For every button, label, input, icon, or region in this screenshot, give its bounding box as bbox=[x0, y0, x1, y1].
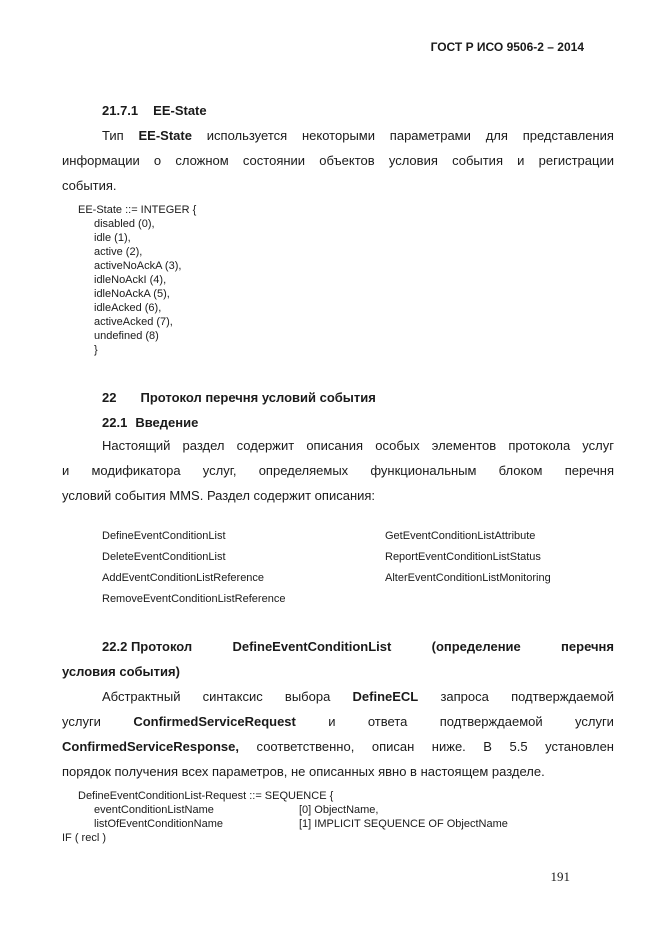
service-item: DeleteEventConditionList bbox=[102, 551, 226, 563]
text-run: подтверждаемой bbox=[439, 714, 543, 729]
section-title: Введение bbox=[135, 415, 199, 430]
code-line: idleAcked (6), bbox=[94, 302, 162, 314]
code-line: activeAcked (7), bbox=[94, 316, 173, 328]
service-item: ReportEventConditionListStatus bbox=[385, 551, 541, 563]
code-line: active (2), bbox=[94, 246, 143, 258]
text-run: Тип bbox=[102, 128, 124, 143]
text-run: и bbox=[328, 714, 336, 729]
code-line: EE-State ::= INTEGER { bbox=[78, 204, 197, 216]
section-title: EE-State bbox=[153, 103, 207, 118]
paragraph-line: и модификатора услуг, определяемых функциональным блоком перечня bbox=[62, 463, 614, 478]
code-field-name: eventConditionListName bbox=[94, 804, 214, 816]
section-number: 22.2 bbox=[102, 639, 128, 654]
section-title-part: (определение bbox=[431, 639, 521, 654]
code-field-name: listOfEventConditionName bbox=[94, 818, 224, 830]
code-line: idle (1), bbox=[94, 232, 131, 244]
section-title-part: Протокол bbox=[130, 639, 193, 654]
text-run: услуги bbox=[62, 714, 101, 729]
paragraph-line bbox=[62, 123, 614, 148]
section-title-part: DefineEventConditionList bbox=[232, 639, 392, 654]
paragraph-line: события. bbox=[62, 178, 117, 193]
text-run: запроса подтверждаемой bbox=[440, 689, 614, 704]
service-item: DefineEventConditionList bbox=[102, 530, 226, 542]
section-heading-22-2 bbox=[102, 639, 614, 654]
section-title: Протокол перечня условий события bbox=[140, 390, 376, 405]
service-item: AlterEventConditionListMonitoring bbox=[385, 572, 551, 584]
paragraph-ee-state bbox=[62, 123, 614, 198]
page-number: 191 bbox=[550, 869, 570, 884]
text-run: Абстрактный синтаксис выбора bbox=[102, 689, 331, 704]
service-item: GetEventConditionListAttribute bbox=[385, 530, 536, 542]
type-name: EE-State bbox=[138, 128, 192, 143]
paragraph-line: условий события MMS. Раздел содержит описания: bbox=[62, 488, 376, 503]
section-heading-22 bbox=[102, 390, 376, 405]
section-number: 22.1 bbox=[102, 415, 128, 430]
paragraph-line: Настоящий раздел содержит описания особых элементов протокола услуг bbox=[102, 438, 614, 453]
code-line: DefineEventConditionList-Request ::= SEQUENCE { bbox=[78, 790, 334, 802]
section-number-and-word bbox=[102, 639, 192, 654]
section-title-part: перечня bbox=[561, 639, 614, 654]
text-run: ответа bbox=[367, 714, 408, 729]
type-name: ConfirmedServiceRequest bbox=[133, 714, 296, 729]
paragraph-introduction bbox=[62, 433, 614, 508]
code-line: } bbox=[94, 344, 98, 356]
code-field-type: [1] IMPLICIT SEQUENCE OF ObjectName bbox=[299, 818, 508, 830]
code-line: idleNoAckA (5), bbox=[94, 288, 170, 300]
code-line: IF ( recl ) bbox=[62, 832, 106, 844]
section-number: 21.7.1 bbox=[102, 103, 139, 118]
paragraph-line bbox=[62, 684, 614, 709]
section-heading-22-1 bbox=[102, 415, 198, 430]
paragraph-define-ecl bbox=[62, 684, 614, 784]
section-title-continued: условия события) bbox=[62, 664, 180, 679]
section-heading-21-7-1 bbox=[102, 103, 207, 118]
code-field-type: [0] ObjectName, bbox=[299, 804, 379, 816]
code-line: activeNoAckA (3), bbox=[94, 260, 182, 272]
code-line: undefined (8) bbox=[94, 330, 159, 342]
paragraph-line bbox=[62, 709, 614, 734]
section-number: 22 bbox=[102, 390, 117, 405]
paragraph-line bbox=[62, 734, 614, 759]
text-run: соответственно, описан ниже. В 5.5 установлен bbox=[256, 739, 614, 754]
service-item: AddEventConditionListReference bbox=[102, 572, 265, 584]
type-name: ConfirmedServiceResponse, bbox=[62, 739, 240, 754]
paragraph-line: информации о сложном состоянии объектов условия события и регистрации bbox=[62, 153, 614, 168]
document-header: ГОСТ Р ИСО 9506-2 – 2014 bbox=[430, 40, 584, 54]
type-name: DefineECL bbox=[352, 689, 419, 704]
text-run: услуги bbox=[575, 714, 614, 729]
service-item: RemoveEventConditionListReference bbox=[102, 593, 286, 605]
code-line: disabled (0), bbox=[94, 218, 155, 230]
code-line: idleNoAckI (4), bbox=[94, 274, 167, 286]
paragraph-line: порядок получения всех параметров, не описанных явно в настоящем разделе. bbox=[62, 764, 545, 779]
text-run: используется некоторыми параметрами для представления bbox=[206, 128, 614, 143]
